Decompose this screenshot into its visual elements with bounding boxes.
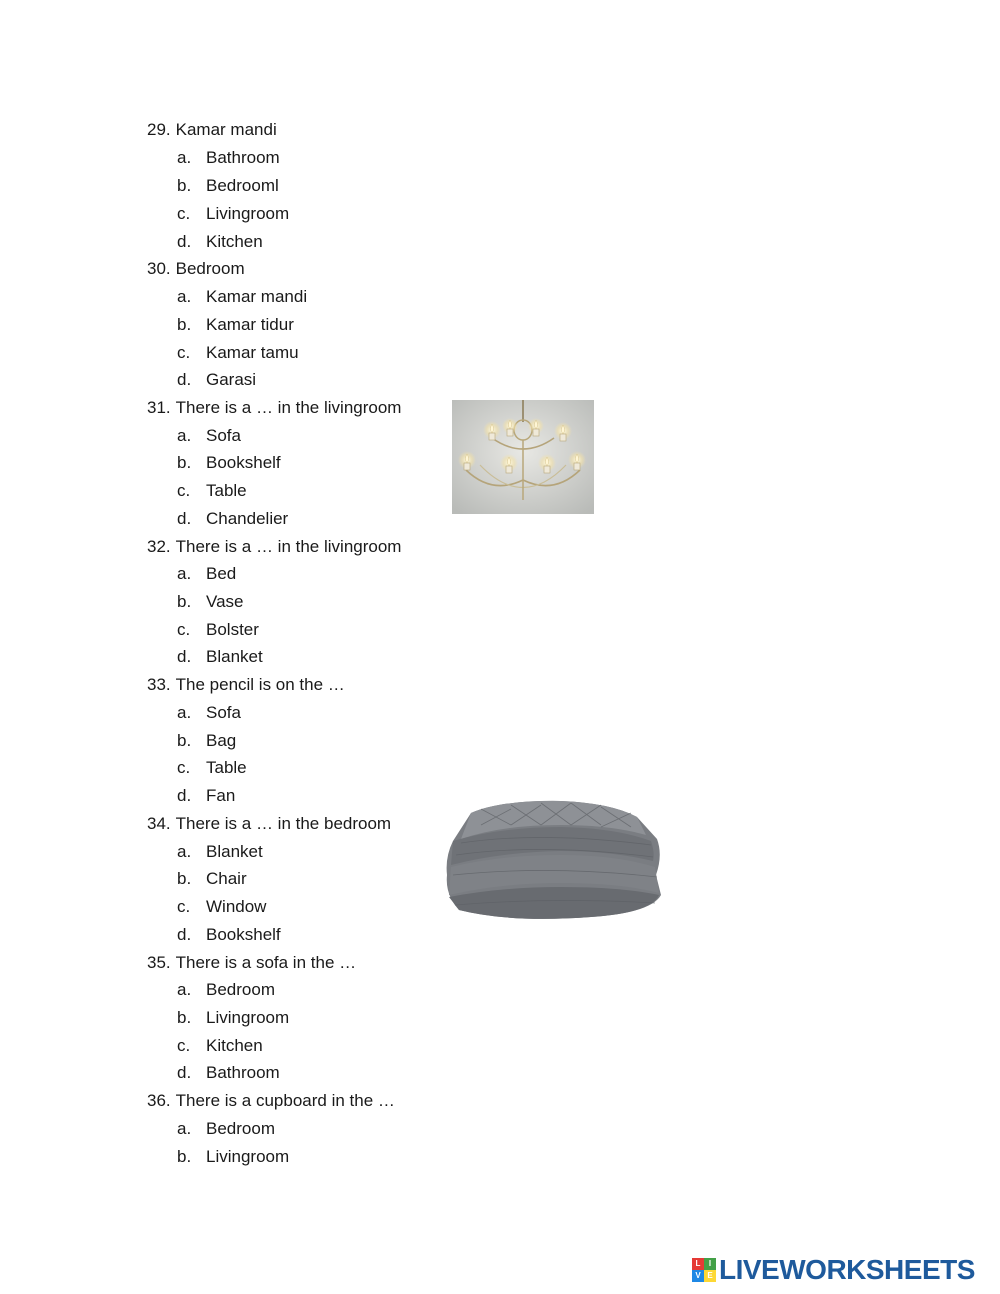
question-36 [147,1089,395,1113]
logo-text: LIVEWORKSHEETS [719,1254,975,1285]
option-letter: b. [177,176,192,195]
option-34-c[interactable] [177,895,266,919]
option-text: Blanket [206,842,263,861]
option-letter: c. [177,481,191,500]
question-33 [147,673,345,697]
question-number: 32. [147,537,171,556]
liveworksheets-logo [692,1255,975,1285]
option-letter: b. [177,869,192,888]
option-text: Window [206,897,267,916]
option-letter: a. [177,703,192,722]
option-text: Bookshelf [206,453,281,472]
option-33-a[interactable] [177,701,241,725]
option-34-a[interactable] [177,840,263,864]
option-letter: d. [177,509,192,528]
question-29 [147,118,277,142]
option-29-c[interactable] [177,202,289,226]
option-33-d[interactable] [177,784,235,808]
option-letter: c. [177,758,191,777]
question-number: 31. [147,398,171,417]
question-text: There is a sofa in the … [175,953,357,972]
option-30-c[interactable] [177,341,299,365]
option-35-a[interactable] [177,978,275,1002]
option-35-d[interactable] [177,1061,280,1085]
option-30-b[interactable] [177,313,294,337]
option-text: Blanket [206,647,263,666]
option-text: Kitchen [206,232,263,251]
blanket-image [441,795,665,925]
question-34 [147,812,391,836]
option-letter: b. [177,453,192,472]
option-letter: c. [177,1036,191,1055]
question-number: 36. [147,1091,171,1110]
option-text: Chair [206,869,247,888]
option-text: Bookshelf [206,925,281,944]
option-29-b[interactable] [177,174,279,198]
option-letter: d. [177,786,192,805]
option-letter: c. [177,204,191,223]
option-text: Garasi [206,370,257,389]
option-letter: b. [177,1147,192,1166]
option-31-b[interactable] [177,451,281,475]
chandelier-image [452,400,594,514]
option-32-d[interactable] [177,645,263,669]
option-text: Bolster [206,620,259,639]
question-number: 29. [147,120,171,139]
option-29-d[interactable] [177,230,263,254]
option-letter: d. [177,647,192,666]
option-letter: b. [177,315,192,334]
option-31-d[interactable] [177,507,288,531]
question-text: There is a … in the bedroom [175,814,392,833]
option-34-d[interactable] [177,923,281,947]
option-letter: a. [177,564,192,583]
option-text: Bed [206,564,237,583]
folded-blanket-icon [441,795,665,925]
question-31 [147,396,401,420]
question-text: Bedroom [175,259,245,278]
option-text: Vase [206,592,244,611]
question-number: 34. [147,814,171,833]
option-letter: a. [177,148,192,167]
option-29-a[interactable] [177,146,280,170]
option-letter: a. [177,842,192,861]
option-31-c[interactable] [177,479,247,503]
option-letter: a. [177,287,192,306]
option-letter: b. [177,1008,192,1027]
option-32-c[interactable] [177,618,259,642]
option-letter: d. [177,1063,192,1082]
option-33-b[interactable] [177,729,236,753]
option-text: Kitchen [206,1036,263,1055]
question-text: The pencil is on the … [175,675,345,694]
option-text: Bedrooml [206,176,279,195]
question-number: 35. [147,953,171,972]
question-32 [147,535,401,559]
option-letter: b. [177,592,192,611]
option-35-b[interactable] [177,1006,289,1030]
option-text: Bag [206,731,237,750]
option-letter: d. [177,232,192,251]
question-35 [147,951,356,975]
option-letter: c. [177,620,191,639]
option-text: Livingroom [206,1147,290,1166]
option-text: Fan [206,786,236,805]
option-30-a[interactable] [177,285,307,309]
option-text: Livingroom [206,1008,290,1027]
logo-mark-letter: V [692,1270,704,1282]
option-31-a[interactable] [177,424,241,448]
question-text: There is a cupboard in the … [175,1091,395,1110]
option-text: Sofa [206,426,241,445]
option-text: Bathroom [206,148,280,167]
option-text: Kamar mandi [206,287,308,306]
option-35-c[interactable] [177,1034,263,1058]
option-text: Sofa [206,703,241,722]
question-number: 33. [147,675,171,694]
question-number: 30. [147,259,171,278]
option-text: Livingroom [206,204,290,223]
question-text: There is a … in the livingroom [175,398,402,417]
option-32-b[interactable] [177,590,244,614]
logo-mark-icon [692,1258,716,1282]
option-letter: b. [177,731,192,750]
option-33-c[interactable] [177,756,247,780]
logo-mark-letter: E [704,1270,716,1282]
option-text: Table [206,481,247,500]
logo-mark-letter: I [704,1258,716,1270]
chandelier-icon [452,400,594,514]
option-letter: d. [177,370,192,389]
question-text: Kamar mandi [175,120,277,139]
option-letter: a. [177,980,192,999]
option-36-b[interactable] [177,1145,289,1169]
option-text: Kamar tamu [206,343,299,362]
option-letter: a. [177,1119,192,1138]
option-text: Bedroom [206,1119,275,1138]
option-text: Kamar tidur [206,315,294,334]
option-30-d[interactable] [177,368,256,392]
option-letter: c. [177,343,191,362]
question-text: There is a … in the livingroom [175,537,402,556]
option-letter: c. [177,897,191,916]
option-text: Chandelier [206,509,289,528]
option-letter: d. [177,925,192,944]
logo-mark-letter: L [692,1258,704,1270]
option-text: Bathroom [206,1063,280,1082]
option-36-a[interactable] [177,1117,275,1141]
option-32-a[interactable] [177,562,236,586]
option-34-b[interactable] [177,867,247,891]
option-text: Bedroom [206,980,275,999]
option-text: Table [206,758,247,777]
question-30 [147,257,245,281]
option-letter: a. [177,426,192,445]
